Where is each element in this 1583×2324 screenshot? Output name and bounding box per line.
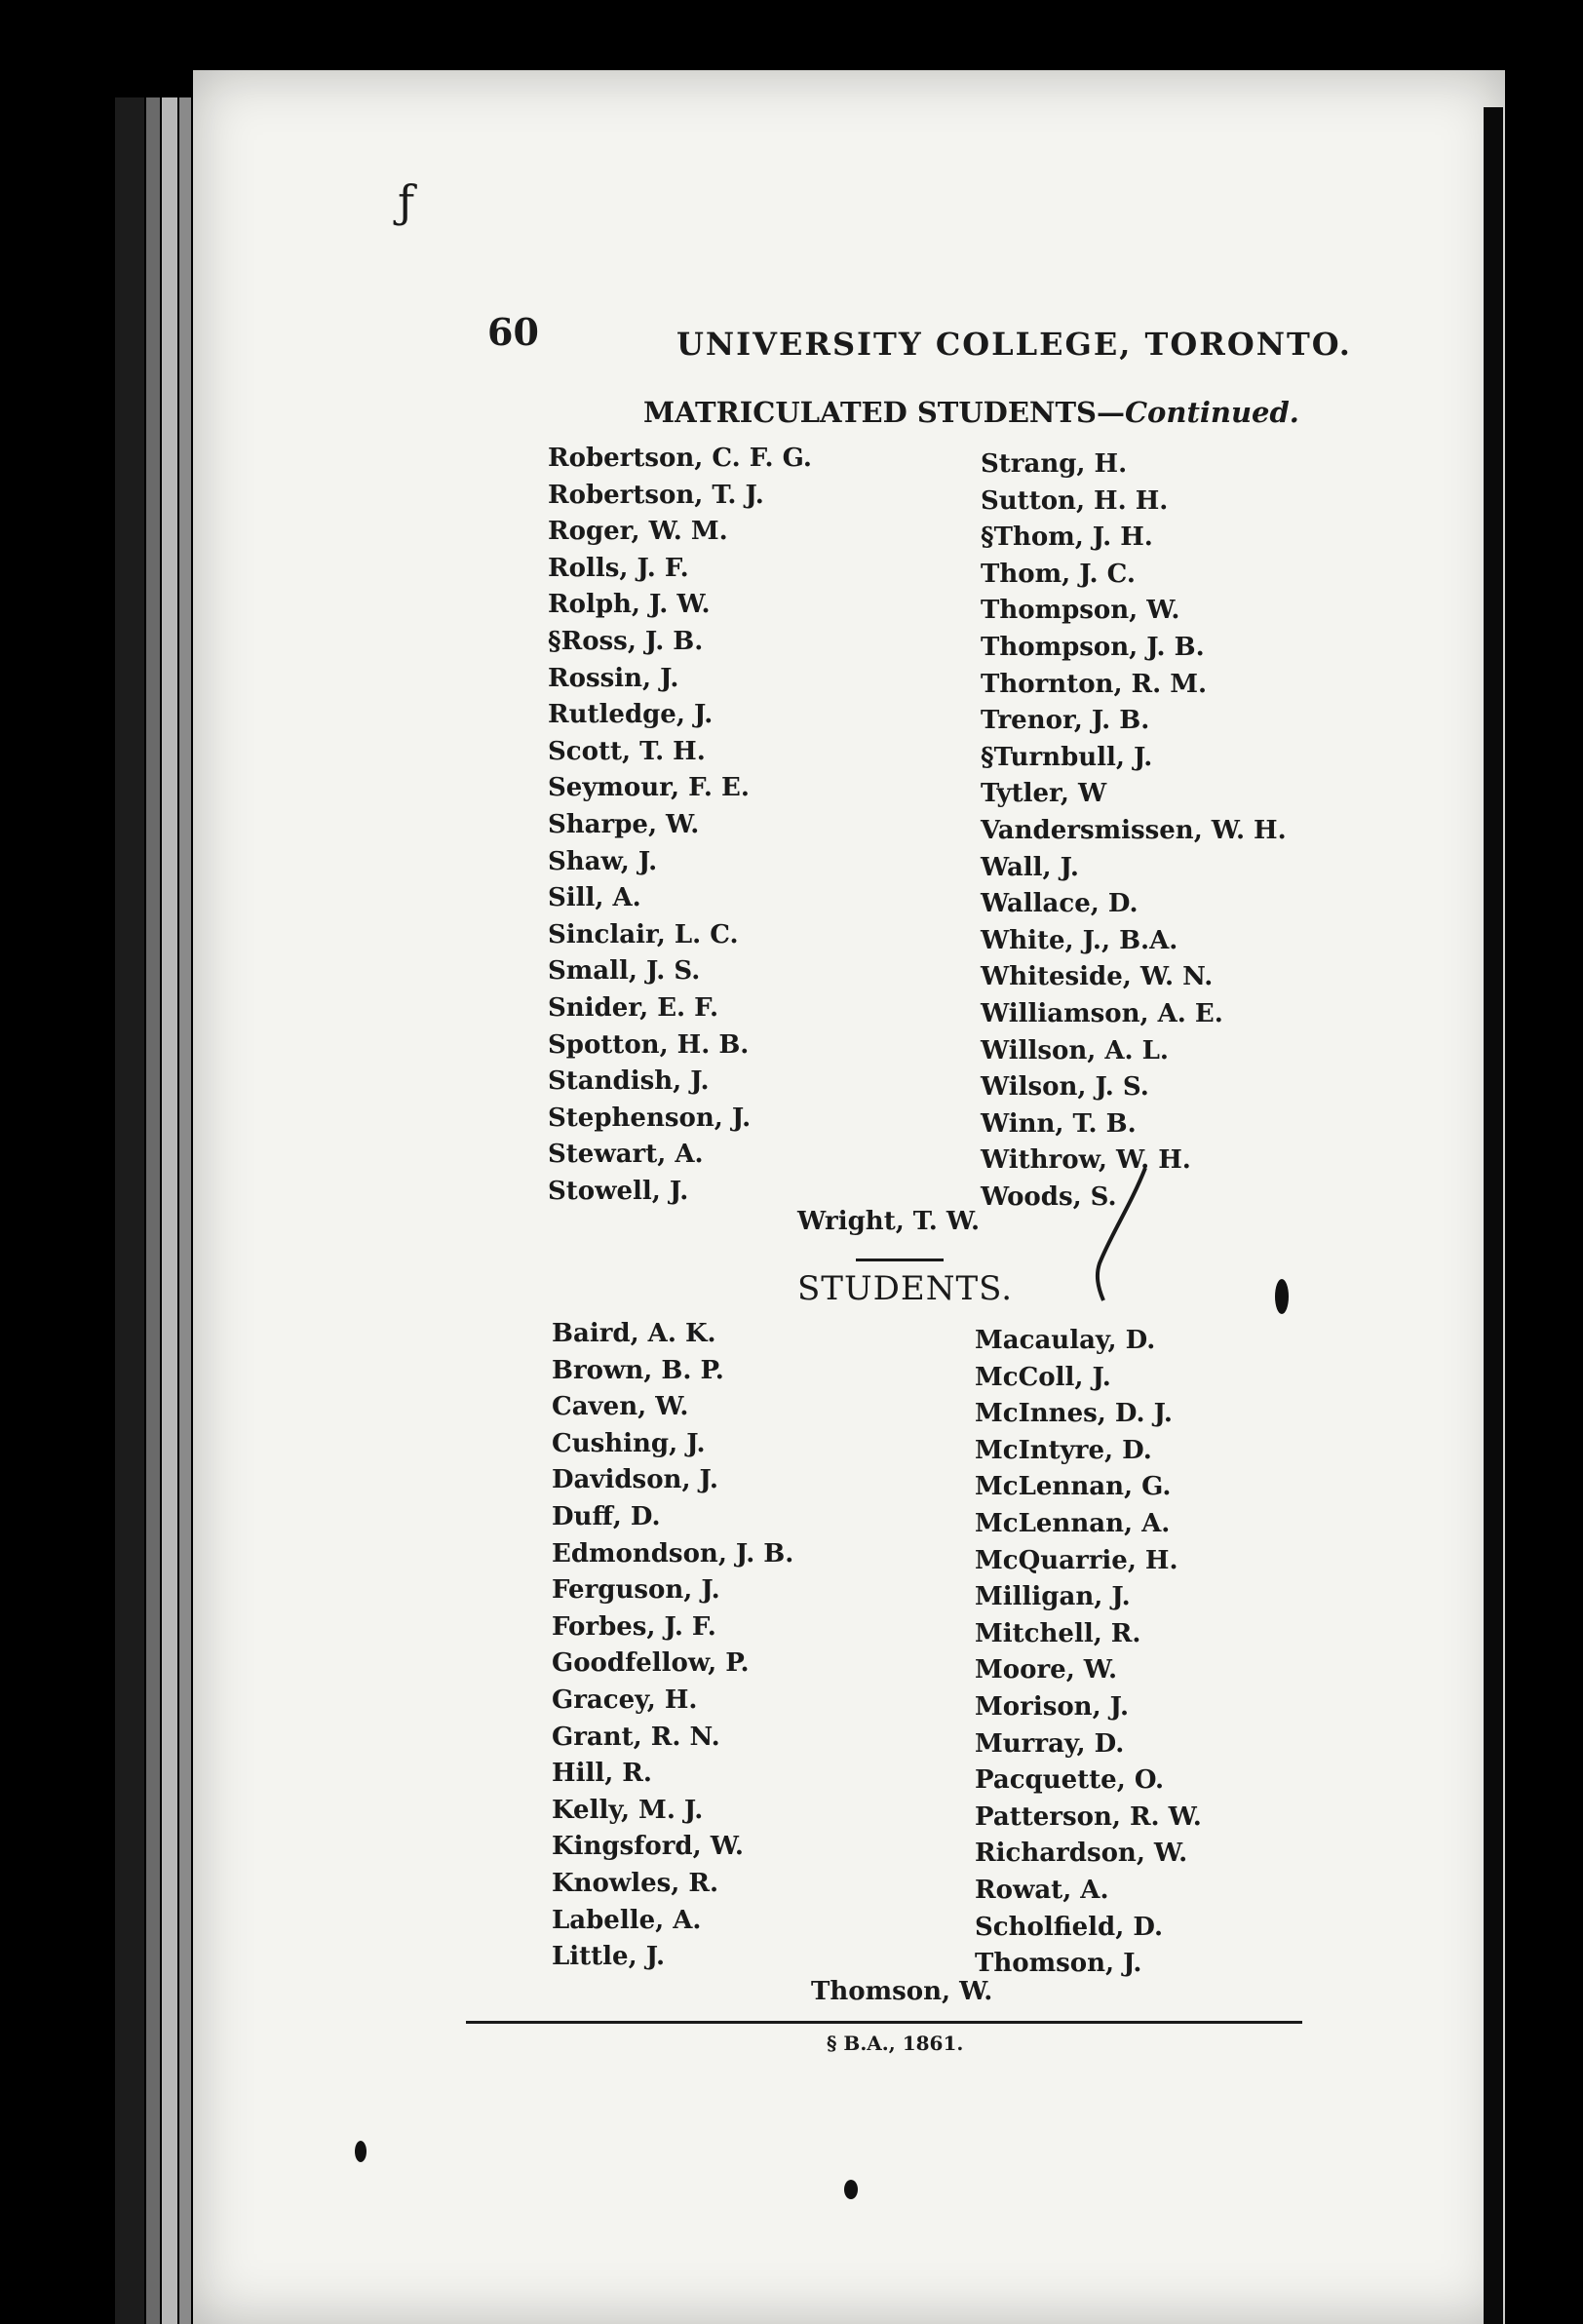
name-entry: Whiteside, W. N.	[981, 962, 1214, 992]
name-entry: Gracey, H.	[552, 1685, 698, 1715]
page-number: 60	[487, 310, 539, 354]
name-entry: Edmondson, J. B.	[552, 1538, 794, 1569]
name-entry: McQuarrie, H.	[975, 1545, 1178, 1575]
name-entry: Thompson, W.	[981, 596, 1180, 626]
name-entry: Brown, B. P.	[552, 1355, 724, 1385]
name-entry: Thornton, R. M.	[981, 669, 1208, 699]
section-divider	[856, 1259, 944, 1261]
name-entry: Strang, H.	[981, 449, 1128, 479]
name-entry: Trenor, J. B.	[981, 706, 1150, 736]
name-entry: Thompson, J. B.	[981, 632, 1205, 662]
students-right-column	[975, 1323, 1202, 1983]
pencil-stroke-mark	[1092, 1166, 1150, 1302]
book-edge-page	[146, 97, 160, 2324]
students-left-column	[552, 1316, 793, 1976]
name-entry: Knowles, R.	[552, 1868, 719, 1898]
name-entry: White, J., B.A.	[981, 925, 1178, 955]
name-entry: Sharpe, W.	[548, 809, 700, 839]
footnote: § B.A., 1861.	[827, 2032, 964, 2055]
name-entry: Thomson, J.	[975, 1949, 1142, 1979]
name-entry: Woods, S.	[981, 1181, 1117, 1212]
name-entry: Grant, R. N.	[552, 1722, 720, 1752]
name-entry: McInnes, D. J.	[975, 1399, 1173, 1429]
matriculated-title-text: MATRICULATED STUDENTS—	[643, 396, 1125, 429]
name-entry: McColl, J.	[975, 1362, 1111, 1392]
name-entry: Rowat, A.	[975, 1875, 1109, 1905]
name-entry: Richardson, W.	[975, 1839, 1188, 1869]
matriculated-section-title	[643, 396, 1299, 429]
book-edge-dark	[115, 97, 144, 2324]
name-entry: Goodfellow, P.	[552, 1648, 750, 1679]
name-entry: §Ross, J. B.	[548, 626, 704, 656]
name-entry: Wilson, J. S.	[981, 1072, 1149, 1103]
name-entry: Thom, J. C.	[981, 559, 1136, 589]
name-entry: Small, J. S.	[548, 956, 701, 987]
name-entry: Shaw, J.	[548, 846, 658, 876]
name-entry: Stephenson, J.	[548, 1103, 752, 1133]
name-entry: Sill, A.	[548, 883, 641, 913]
name-entry: Wall, J.	[981, 852, 1079, 882]
name-entry: Wallace, D.	[981, 889, 1139, 919]
name-entry: Willson, A. L.	[981, 1035, 1169, 1065]
name-entry: Duff, D.	[552, 1501, 661, 1531]
ink-blot	[355, 2141, 367, 2162]
name-entry: McLennan, A.	[975, 1508, 1171, 1538]
name-entry: Rolls, J. F.	[548, 553, 689, 583]
name-entry: Spotton, H. B.	[548, 1029, 750, 1060]
footnote-rule	[466, 2021, 1302, 2024]
name-entry: Withrow, W. H.	[981, 1145, 1191, 1176]
students-center-name: Thomson, W.	[811, 1977, 993, 2006]
name-entry: Sutton, H. H.	[981, 485, 1169, 516]
name-entry: Morison, J.	[975, 1691, 1130, 1722]
name-entry: Standish, J.	[548, 1066, 710, 1097]
name-entry: Kelly, M. J.	[552, 1795, 704, 1825]
name-entry: Cushing, J.	[552, 1428, 706, 1458]
name-entry: §Thom, J. H.	[981, 523, 1153, 553]
name-entry: Forbes, J. F.	[552, 1611, 716, 1642]
name-entry: Stowell, J.	[548, 1176, 689, 1206]
name-entry: McLennan, G.	[975, 1472, 1172, 1502]
name-entry: Vandersmissen, W. H.	[981, 815, 1287, 845]
name-entry: Stewart, A.	[548, 1140, 704, 1170]
name-entry: §Turnbull, J.	[981, 742, 1153, 772]
ink-blot	[1275, 1279, 1289, 1314]
name-entry: Winn, T. B.	[981, 1108, 1137, 1139]
name-entry: Pacquette, O.	[975, 1765, 1164, 1796]
name-entry: Mitchell, R.	[975, 1618, 1141, 1648]
name-entry: Caven, W.	[552, 1392, 689, 1422]
matriculated-center-name: Wright, T. W.	[797, 1207, 981, 1236]
name-entry: Kingsford, W.	[552, 1832, 744, 1862]
book-edge-page	[162, 97, 177, 2324]
name-entry: Robertson, T. J.	[548, 480, 764, 510]
name-entry: Milligan, J.	[975, 1582, 1131, 1612]
page-gutter-shadow	[1484, 107, 1503, 2324]
name-entry: Davidson, J.	[552, 1465, 718, 1495]
matriculated-left-column	[548, 441, 812, 1210]
name-entry: Patterson, R. W.	[975, 1801, 1202, 1832]
name-entry: Ferguson, J.	[552, 1575, 720, 1606]
name-entry: Scholfield, D.	[975, 1912, 1164, 1942]
name-entry: Scott, T. H.	[548, 736, 706, 766]
name-entry: Murray, D.	[975, 1728, 1125, 1759]
book-edge-page	[179, 97, 191, 2324]
name-entry: Little, J.	[552, 1942, 666, 1972]
matriculated-title-suffix: Continued.	[1124, 396, 1299, 429]
name-entry: Williamson, A. E.	[981, 998, 1223, 1028]
name-entry: Robertson, C. F. G.	[548, 444, 812, 473]
name-entry: Baird, A. K.	[552, 1319, 716, 1348]
name-entry: Snider, E. F.	[548, 992, 719, 1023]
name-entry: Moore, W.	[975, 1655, 1118, 1685]
students-section-title: STUDENTS.	[797, 1269, 1014, 1308]
name-entry: Labelle, A.	[552, 1905, 702, 1935]
name-entry: Hill, R.	[552, 1759, 652, 1789]
running-head: UNIVERSITY COLLEGE, TORONTO.	[676, 326, 1352, 363]
name-entry: Macaulay, D.	[975, 1326, 1156, 1355]
name-entry: Rossin, J.	[548, 663, 679, 693]
matriculated-right-column	[981, 446, 1287, 1216]
ink-blot	[844, 2180, 858, 2199]
name-entry: Tytler, W	[981, 779, 1107, 809]
name-entry: Rolph, J. W.	[548, 590, 711, 620]
name-entry: Seymour, F. E.	[548, 773, 750, 803]
name-entry: Rutledge, J.	[548, 700, 714, 730]
name-entry: Sinclair, L. C.	[548, 919, 739, 949]
margin-mark: ƒ	[398, 175, 415, 228]
name-entry: McIntyre, D.	[975, 1435, 1152, 1465]
name-entry: Roger, W. M.	[548, 517, 728, 547]
